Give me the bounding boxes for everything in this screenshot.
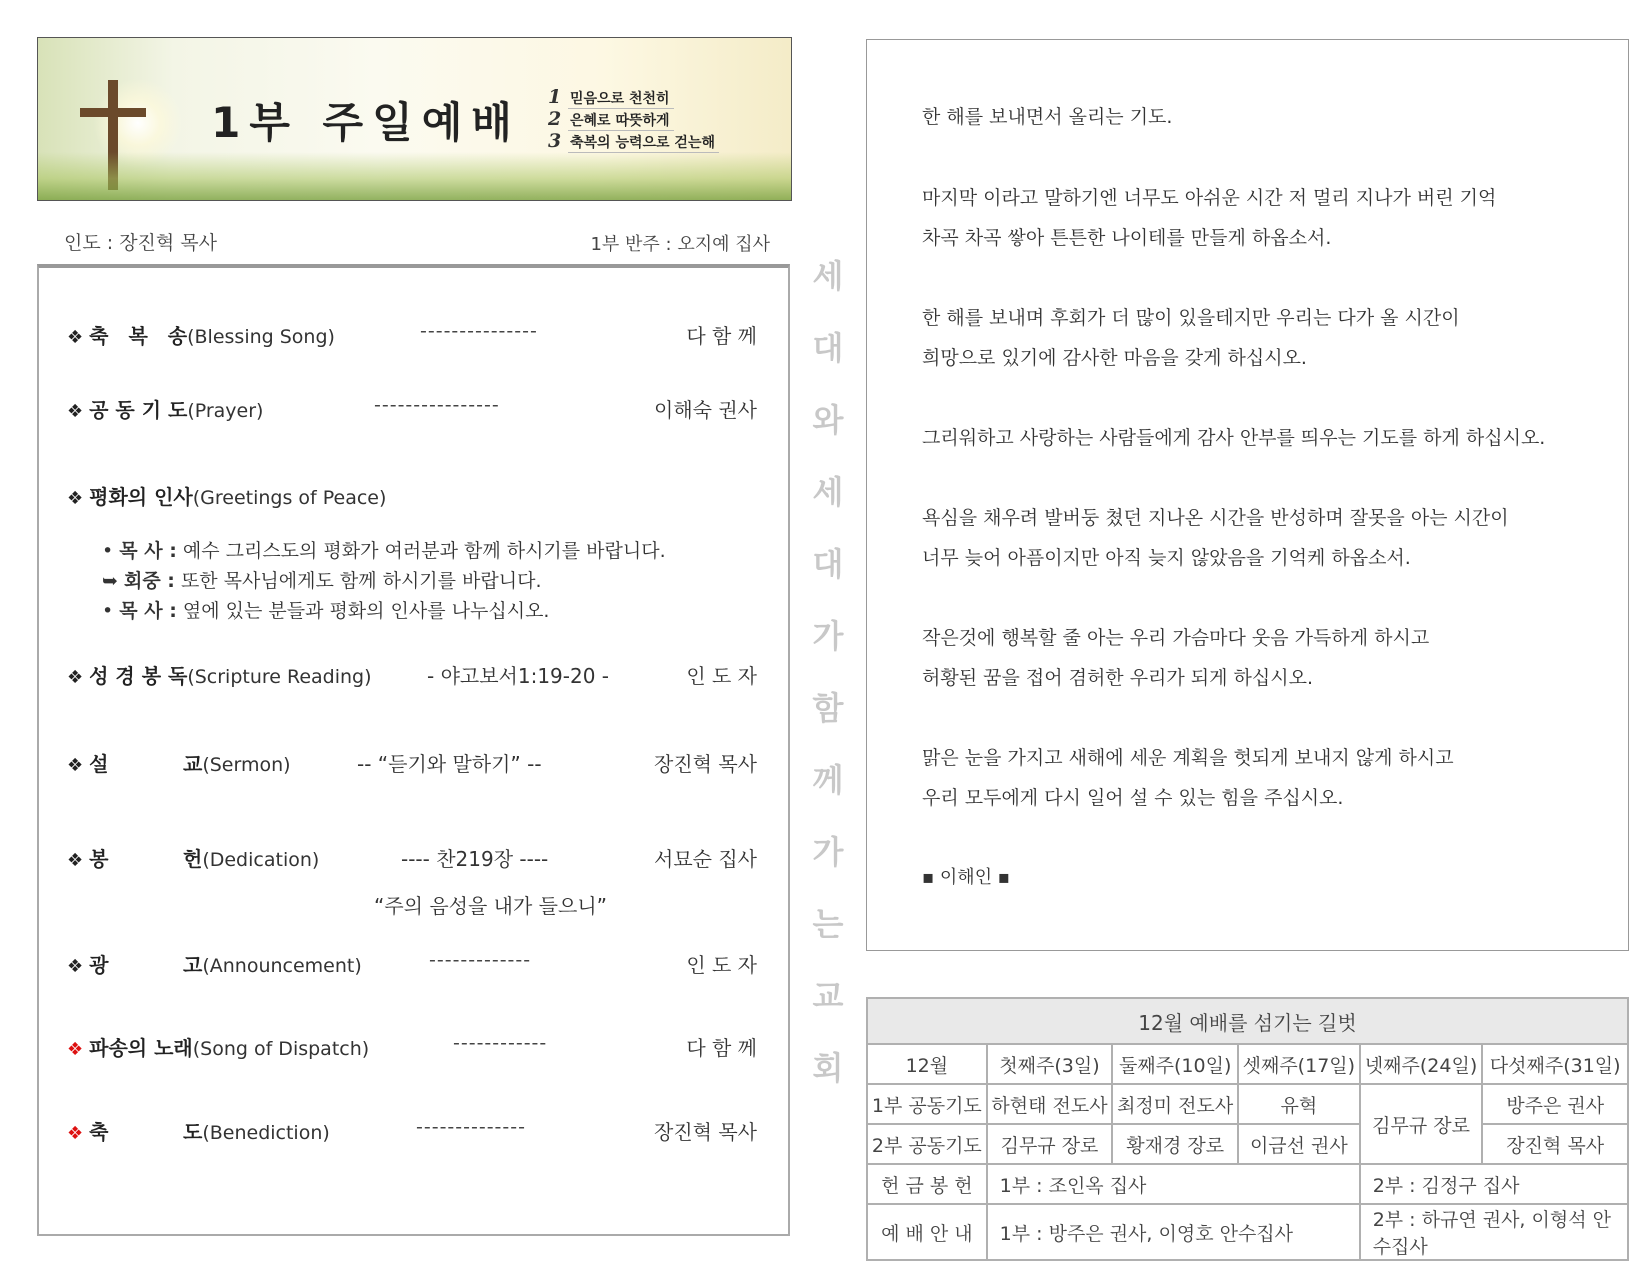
leader-dashes: ------------ [453,1032,548,1054]
motto-item: 3 축복의 능력으로 걷는해 [548,130,719,152]
slogan-char: 교 [812,977,844,1015]
leader-dashes: ---------------- [374,394,500,416]
prayer-line: 그리워하고 사랑하는 사람들에게 감사 안부를 띄우는 기도를 하게 하십시오. [922,427,1546,449]
item-sermon-suffix: 교(Sermon) [183,752,291,776]
prayer-line: 한 해를 보내며 후회가 더 많이 있을테지만 우리는 다가 올 시간이 [922,307,1460,329]
dedication-person: 서묘순 집사 [654,847,757,871]
slogan-char: 함 [812,689,844,727]
item-prayer: ❖ 공 동 기 도(Prayer) [67,398,264,422]
row-label: 2부 공동기도 [867,1124,987,1164]
motto-item: 1 믿음으로 천천히 [548,86,719,108]
leader-dashes: --------------- [420,320,538,342]
slogan-char: 께 [812,761,844,799]
header-cell: 다섯째주(31일) [1482,1044,1628,1084]
prayer-line: 허황된 꿈을 접어 겸허한 우리가 되게 하십시오. [922,667,1314,689]
prayer-line: 너무 늦어 아픔이지만 아직 늦지 않았음을 기억케 하옵소서. [922,547,1411,569]
header-cell: 둘째주(10일) [1112,1044,1238,1084]
prayer-line: 우리 모두에게 다시 일어 설 수 있는 힘을 주십시오. [922,787,1344,809]
motto-list [548,86,719,152]
table-cell: 이금선 권사 [1238,1124,1360,1164]
table-cell: 황재경 장로 [1112,1124,1238,1164]
item-announcement: ❖ 광 [67,953,109,977]
table-cell: 장진혁 목사 [1482,1124,1628,1164]
prayer-author: ▪ 이해인 ▪ [922,867,1011,888]
table-cell: 2부 : 김정구 집사 [1360,1164,1628,1204]
greeting-line: • 목 사 : 예수 그리스도의 평화가 여러분과 함께 하시기를 바랍니다. [102,540,666,562]
item-benediction: ❖ 축 [67,1120,109,1144]
table-cell: 방주은 권사 [1482,1084,1628,1124]
leader-dashes: ------------- [429,949,532,971]
item-sermon: ❖ 설 [67,752,109,776]
vertical-slogan [808,240,848,1104]
dedication-hymn: ---- 찬219장 ---- [401,847,549,871]
item-dedication-suffix: 헌(Dedication) [183,847,320,871]
item-dispatch-song: ❖ 파송의 노래(Song of Dispatch) [67,1036,370,1060]
item-greetings: ❖ 평화의 인사(Greetings of Peace) [67,485,387,509]
row-label: 예 배 안 내 [867,1204,987,1260]
prayer-line: 작은것에 행복할 줄 아는 우리 가슴마다 웃음 가득하게 하시고 [922,627,1430,649]
leader-dashes: -------------- [416,1116,526,1138]
december-schedule-table [866,997,1629,1261]
slogan-char: 가 [812,833,844,871]
table-row [867,1044,1628,1084]
prayer-line: 차곡 차곡 쌓아 튼튼한 나이테를 만들게 하옵소서. [922,227,1332,249]
slogan-char: 세 [812,473,844,511]
table-row [867,1084,1628,1124]
worship-banner [37,37,792,201]
prayer-line: 욕심을 채우려 발버둥 쳤던 지나온 시간을 반성하며 잘못을 아는 시간이 [922,507,1509,529]
header-cell: 셋째주(17일) [1238,1044,1360,1084]
item-announcement-suffix: 고(Announcement) [183,953,362,977]
table-cell: 2부 : 하규연 권사, 이형석 안수집사 [1360,1204,1628,1260]
announcement-person: 인 도 자 [686,953,757,977]
table-cell: 김무규 장로 [1360,1084,1483,1164]
benediction-person: 장진혁 목사 [654,1120,757,1144]
header-cell: 넷째주(24일) [1360,1044,1483,1084]
table-cell: 1부 : 방주은 권사, 이영호 안수집사 [987,1204,1360,1260]
prayer-line: 마지막 이라고 말하기엔 너무도 아쉬운 시간 저 멀리 지나가 버린 기억 [922,187,1497,209]
blessing-song-person: 다 함 께 [686,324,757,348]
scripture-person: 인 도 자 [686,664,757,688]
slogan-char: 는 [812,905,844,943]
dedication-hymn-title: “주의 음성을 내가 들으니” [374,894,607,918]
header-cell: 12월 [867,1044,987,1084]
slogan-char: 대 [812,329,844,367]
table-cell: 최정미 전도사 [1112,1084,1238,1124]
service-title: 1부 주일예배 [211,98,521,147]
table-cell: 1부 : 조인옥 집사 [987,1164,1360,1204]
item-dedication: ❖ 봉 [67,847,109,871]
accompanist: 1부 반주 : 오지예 집사 [590,234,770,255]
greeting-line: ➥ 회중 : 또한 목사님에게도 함께 하시기를 바랍니다. [102,570,542,592]
scripture-reference: - 야고보서1:19-20 - [427,664,610,688]
item-scripture: ❖ 성 경 봉 독(Scripture Reading) [67,664,372,688]
slogan-char: 와 [812,401,844,439]
prayer-line: 맑은 눈을 가지고 새해에 세운 계획을 헛되게 보내지 않게 하시고 [922,747,1454,769]
prayer-line: 희망으로 있기에 감사한 마음을 갖게 하십시오. [922,347,1307,369]
table-cell: 김무규 장로 [987,1124,1113,1164]
table-cell: 하현태 전도사 [987,1084,1113,1124]
table-cell: 유혁 [1238,1084,1360,1124]
slogan-char: 대 [812,545,844,583]
dispatch-person: 다 함 께 [686,1036,757,1060]
schedule-title: 12월 예배를 섬기는 길벗 [867,998,1628,1044]
header-cell: 첫째주(3일) [987,1044,1113,1084]
slogan-char: 가 [812,617,844,655]
table-row [867,1124,1628,1164]
prayer-box [866,39,1629,951]
slogan-char: 회 [812,1049,844,1087]
item-benediction-suffix: 도(Benediction) [183,1120,330,1144]
service-leader: 인도 : 장진혁 목사 [64,232,217,254]
sermon-title: -- “듣기와 말하기” -- [357,752,542,776]
motto-item: 2 은혜로 따뜻하게 [548,108,719,130]
sermon-person: 장진혁 목사 [654,752,757,776]
slogan-char: 세 [812,257,844,295]
prayer-title: 한 해를 보내면서 올리는 기도. [922,106,1173,128]
table-row [867,1164,1628,1204]
table-row [867,1204,1628,1260]
item-blessing-song: ❖ 축 복 송(Blessing Song) [67,324,335,348]
grass-decoration [38,152,791,200]
prayer-person: 이해숙 권사 [654,398,757,422]
row-label: 1부 공동기도 [867,1084,987,1124]
row-label: 헌 금 봉 헌 [867,1164,987,1204]
greeting-line: • 목 사 : 옆에 있는 분들과 평화의 인사를 나누십시오. [102,600,550,622]
order-of-service [37,264,790,1236]
